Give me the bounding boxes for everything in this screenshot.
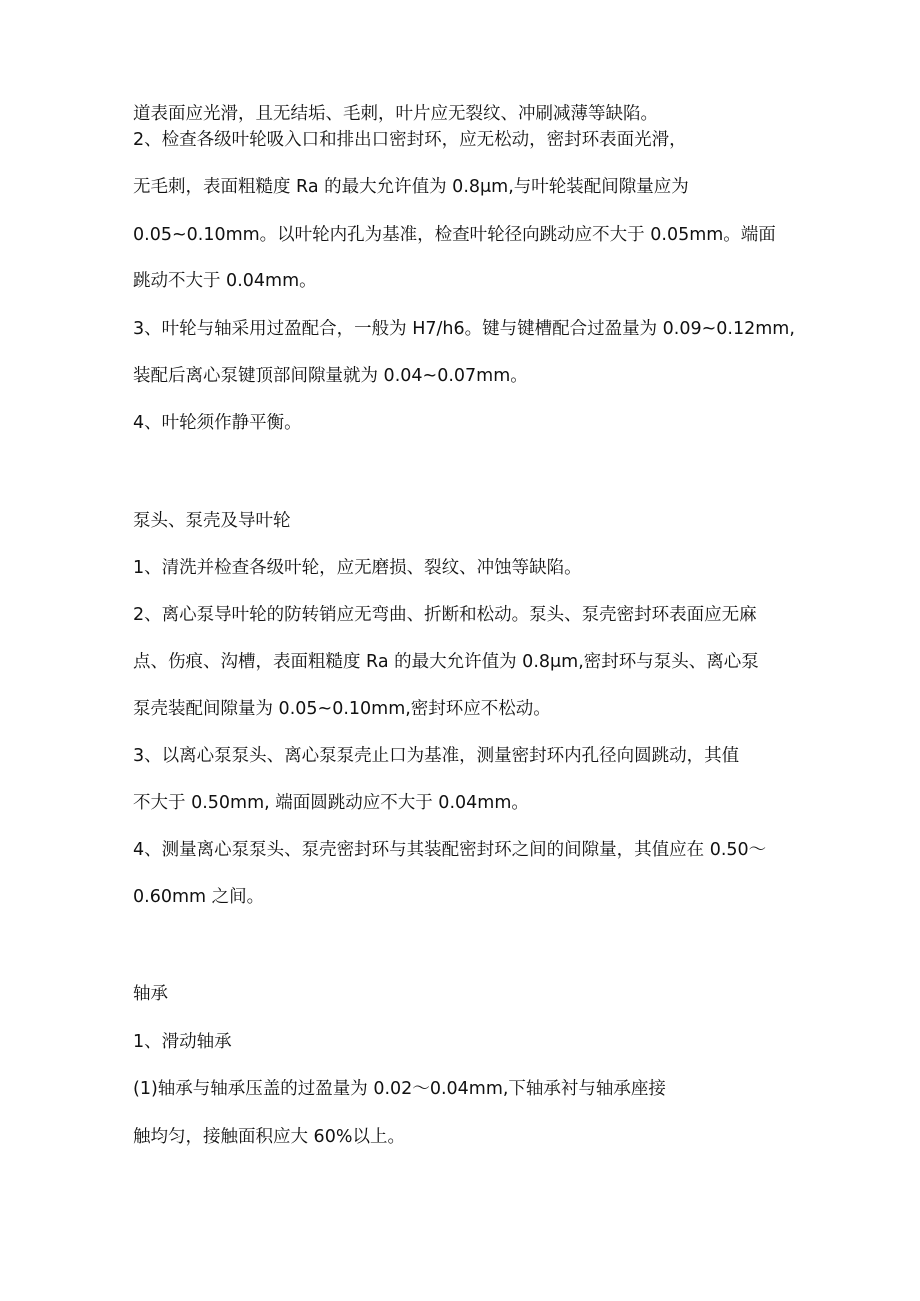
paragraph-line: 4、测量离心泵泵头、泵壳密封环与其装配密封环之间的间隙量，其值应在 0.50～ — [133, 840, 767, 860]
paragraph-line: 跳动不大于 0.04mm。 — [133, 271, 317, 291]
paragraph-line: 2、离心泵导叶轮的防转销应无弯曲、折断和松动。泵头、泵壳密封环表面应无麻 — [133, 605, 757, 625]
paragraph-line: (1)轴承与轴承压盖的过盈量为 0.02～0.04mm,下轴承衬与轴承座接 — [133, 1079, 666, 1099]
paragraph-line: 装配后离心泵键顶部间隙量就为 0.04~0.07mm。 — [133, 366, 528, 386]
section-heading: 轴承 — [133, 984, 168, 1004]
paragraph-line: 无毛刺，表面粗糙度 Ra 的最大允许值为 0.8μm,与叶轮装配间隙量应为 — [133, 177, 689, 197]
paragraph-line: 0.60mm 之间。 — [133, 887, 265, 907]
paragraph-line: 泵壳装配间隙量为 0.05~0.10mm,密封环应不松动。 — [133, 699, 551, 719]
paragraph-line: 1、清洗并检查各级叶轮，应无磨损、裂纹、冲蚀等缺陷。 — [133, 558, 582, 578]
paragraph-line: 0.05~0.10mm。以叶轮内孔为基准，检查叶轮径向跳动应不大于 0.05mm。端面 — [133, 225, 776, 245]
paragraph-line: 2、检查各级叶轮吸入口和排出口密封环，应无松动，密封环表面光滑， — [133, 130, 687, 150]
paragraph-line: 不大于 0.50mm, 端面圆跳动应不大于 0.04mm。 — [133, 793, 529, 813]
paragraph-line: 3、叶轮与轴采用过盈配合，一般为 H7/h6。键与键槽配合过盈量为 0.09~0.12mm, — [133, 319, 795, 339]
paragraph-line: 4、叶轮须作静平衡。 — [133, 413, 302, 433]
paragraph-line: 点、伤痕、沟槽，表面粗糙度 Ra 的最大允许值为 0.8μm,密封环与泵头、离心泵 — [133, 652, 759, 672]
paragraph-line: 触均匀，接触面积应大 60%以上。 — [133, 1127, 405, 1147]
paragraph-line: 道表面应光滑，且无结垢、毛刺，叶片应无裂纹、冲刷减薄等缺陷。 — [133, 104, 658, 124]
paragraph-line: 1、滑动轴承 — [133, 1032, 232, 1052]
paragraph-line: 3、以离心泵泵头、离心泵泵壳止口为基准，测量密封环内孔径向圆跳动，其值 — [133, 746, 740, 766]
section-heading: 泵头、泵壳及导叶轮 — [133, 511, 291, 531]
